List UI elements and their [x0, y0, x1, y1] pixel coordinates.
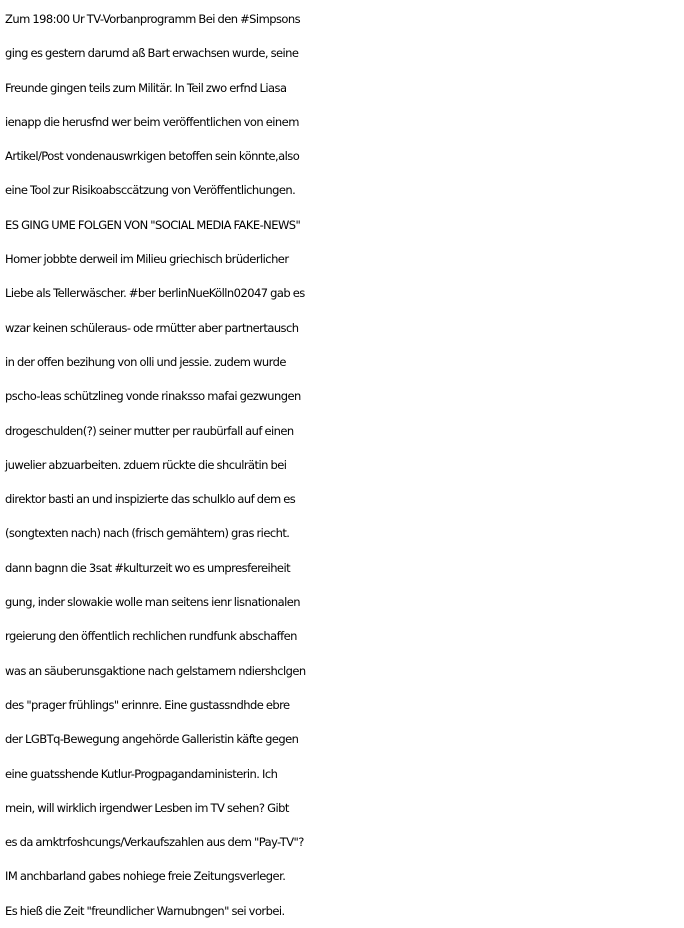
text-line: dann bagnn die 3sat #kulturzeit wo es umpresfereiheit [5, 560, 291, 575]
text-line: IM anchbarland gabes nohiege freie Zeitungsverleger. [5, 869, 286, 884]
text-line: Freunde gingen teils zum Militär. In Teil zwo erfnd Liasa [5, 80, 287, 95]
text-line: ES GING UME FOLGEN VON "SOCIAL MEDIA FAKE-NEWS" [5, 217, 301, 232]
text-line: juwelier abzuarbeiten. zduem rückte die shculrätin bei [5, 457, 287, 472]
text-line: des "prager frühlings" erinnre. Eine gustassndhde ebre [5, 697, 290, 712]
text-line: eine Tool zur Risikoabsccätzung von Veröffentlichungen. [5, 183, 296, 198]
text-line: der LGBTq-Bewegung angehörde Galleristin käfte gegen [5, 732, 299, 747]
text-line: Es hieß die Zeit "freundlicher Warnubngen" sei vorbei. [5, 903, 285, 918]
text-line: es da amktrfoshcungs/Verkaufszahlen aus dem "Pay-TV"? [5, 835, 304, 850]
text-line: pscho-leas schützlineg vonde rinaksso mafai gezwungen [5, 389, 301, 404]
text-line: ging es gestern darumd aß Bart erwachsen wurde, seine [5, 46, 299, 61]
text-line: rgeierung den öffentlich rechlichen rundfunk abschaffen [5, 629, 297, 644]
text-line: Zum 198:00 Ur TV-Vorbanprogramm Bei den #Simpsons [5, 12, 301, 26]
text-line: drogeschulden(?) seiner mutter per raubürfall auf einen [5, 423, 294, 438]
text-line: eine guatsshende Kutlur-Progpagandaministerin. Ich [5, 766, 278, 781]
text-line: gung, inder slowakie wolle man seitens ienr lisnationalen [5, 595, 300, 610]
text-line: ienapp die herusfnd wer beim veröffentlichen von einem [5, 114, 299, 129]
text-line: (songtexten nach) nach (frisch gemähtem) gras riecht. [5, 526, 290, 541]
text-line: Homer jobbte derweil im Milieu griechisch brüderlicher [5, 252, 289, 267]
text-line: mein, will wirklich irgendwer Lesben im TV sehen? Gibt [5, 800, 289, 815]
text-line: Artikel/Post vondenauswrkigen betoffen sein könnte,also [5, 149, 300, 164]
text-line: Liebe als Tellerwäscher. #ber berlinNueKölln02047 gab es [5, 286, 305, 301]
text-line: direktor basti an und inspizierte das schulklo auf dem es [5, 492, 296, 507]
text-line: was an säuberunsgaktione nach gelstamem ndiershclgen [5, 663, 306, 678]
text-line: in der offen bezihung von olli und jessie. zudem wurde [5, 354, 286, 369]
text-line: wzar keinen schüleraus- ode rmütter aber partnertausch [5, 320, 299, 335]
